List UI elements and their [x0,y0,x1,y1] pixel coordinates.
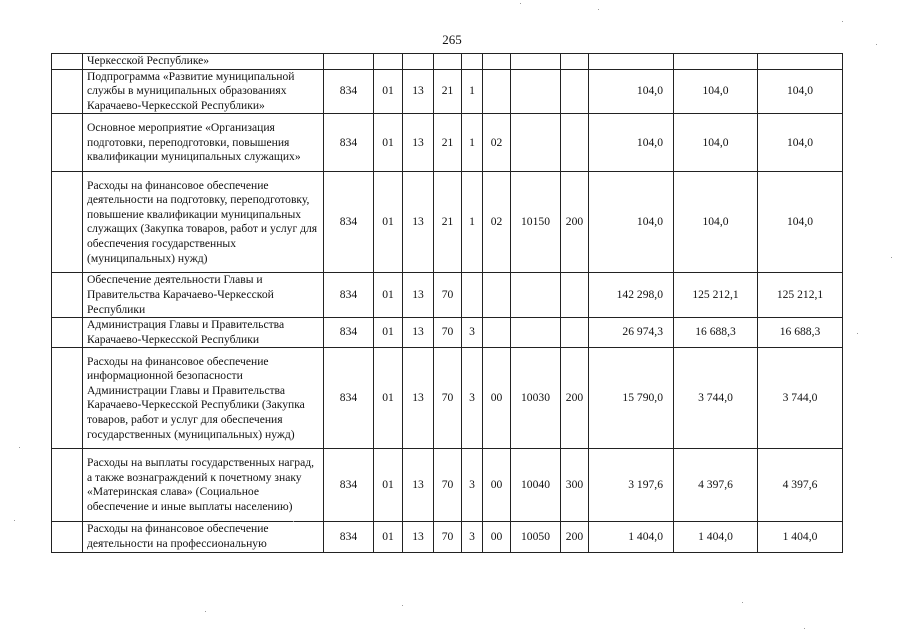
cell-section [374,54,403,70]
cell-amount-3: 104,0 [758,114,843,172]
cell-amount-2: 4 397,6 [674,449,758,522]
cell-subprogram: 3 [462,449,483,522]
cell-amount-3: 104,0 [758,172,843,273]
cell-amount-1: 15 790,0 [589,348,674,449]
table-body [52,54,843,553]
table-row [52,348,843,449]
cell-subsection: 13 [403,114,434,172]
cell-ministry: 834 [324,449,374,522]
cell-expense-type [561,114,589,172]
cell-number [52,69,83,114]
cell-subprogram: 3 [462,318,483,348]
cell-number [52,273,83,318]
cell-subprogram: 1 [462,69,483,114]
cell-direction: 10150 [511,172,561,273]
cell-ministry: 834 [324,69,374,114]
cell-direction [511,318,561,348]
cell-expense-type [561,69,589,114]
cell-amount-3: 3 744,0 [758,348,843,449]
cell-amount-3: 104,0 [758,69,843,114]
cell-event [483,69,511,114]
cell-subprogram: 3 [462,348,483,449]
cell-description: Расходы на финансовое обеспечение деятельности на подготовку, переподготовку, повышение квалификации муниципальных служащих (Закупка товаров, работ и услуг для обеспечения государственных (муниципальных) нужд) [83,172,324,273]
cell-subsection: 13 [403,348,434,449]
cell-event: 02 [483,114,511,172]
table-row [52,172,843,273]
cell-number [52,449,83,522]
cell-event: 00 [483,348,511,449]
cell-subprogram: 3 [462,522,483,552]
cell-expense-type: 200 [561,172,589,273]
cell-direction [511,54,561,70]
cell-program: 21 [434,69,462,114]
cell-ministry: 834 [324,348,374,449]
cell-number [52,348,83,449]
table-row [52,318,843,348]
cell-direction [511,114,561,172]
cell-ministry: 834 [324,522,374,552]
cell-number [52,54,83,70]
cell-subsection: 13 [403,522,434,552]
cell-amount-3: 125 212,1 [758,273,843,318]
cell-direction [511,273,561,318]
cell-amount-2: 104,0 [674,114,758,172]
cell-amount-2: 16 688,3 [674,318,758,348]
table-row [52,522,843,552]
cell-event [483,54,511,70]
cell-amount-2 [674,54,758,70]
cell-description: Расходы на выплаты государственных наград, а также вознаграждений к почетному знаку «Материнская слава» (Социальное обеспечение и иные выплаты населению) [83,449,324,522]
table-row [52,54,843,70]
table-row [52,114,843,172]
cell-subsection: 13 [403,172,434,273]
cell-description: Черкесской Республике» [83,54,324,70]
cell-event [483,273,511,318]
budget-table [51,53,843,553]
cell-section: 01 [374,318,403,348]
cell-subsection [403,54,434,70]
cell-ministry: 834 [324,172,374,273]
cell-number [52,114,83,172]
cell-section: 01 [374,348,403,449]
cell-amount-1: 104,0 [589,114,674,172]
cell-amount-1: 1 404,0 [589,522,674,552]
cell-number [52,172,83,273]
cell-expense-type: 300 [561,449,589,522]
cell-amount-2: 104,0 [674,172,758,273]
cell-amount-2: 1 404,0 [674,522,758,552]
cell-expense-type [561,318,589,348]
cell-event: 02 [483,172,511,273]
cell-event: 00 [483,522,511,552]
cell-event [483,318,511,348]
cell-program: 70 [434,273,462,318]
cell-amount-2: 125 212,1 [674,273,758,318]
cell-number [52,318,83,348]
cell-amount-3: 16 688,3 [758,318,843,348]
cell-expense-type: 200 [561,348,589,449]
cell-ministry [324,54,374,70]
cell-expense-type [561,54,589,70]
cell-event: 00 [483,449,511,522]
cell-ministry: 834 [324,114,374,172]
cell-amount-1: 142 298,0 [589,273,674,318]
cell-subsection: 13 [403,449,434,522]
cell-amount-1: 26 974,3 [589,318,674,348]
table-row [52,449,843,522]
cell-section: 01 [374,172,403,273]
cell-description: Подпрограмма «Развитие муниципальной службы в муниципальных образованиях Карачаево-Черкесской Республики» [83,69,324,114]
cell-subsection: 13 [403,273,434,318]
cell-program: 70 [434,522,462,552]
cell-section: 01 [374,522,403,552]
cell-subprogram [462,54,483,70]
cell-number [52,522,83,552]
cell-expense-type [561,273,589,318]
cell-program: 70 [434,348,462,449]
cell-description: Администрация Главы и Правительства Карачаево-Черкесской Республики [83,318,324,348]
cell-amount-1 [589,54,674,70]
cell-ministry: 834 [324,273,374,318]
cell-direction [511,69,561,114]
cell-program [434,54,462,70]
cell-amount-2: 104,0 [674,69,758,114]
cell-amount-3: 1 404,0 [758,522,843,552]
cell-amount-1: 3 197,6 [589,449,674,522]
cell-program: 70 [434,449,462,522]
cell-amount-1: 104,0 [589,172,674,273]
cell-amount-1: 104,0 [589,69,674,114]
cell-ministry: 834 [324,318,374,348]
table-row [52,69,843,114]
cell-section: 01 [374,114,403,172]
table-row [52,273,843,318]
cell-section: 01 [374,69,403,114]
cell-amount-2: 3 744,0 [674,348,758,449]
cell-program: 21 [434,172,462,273]
cell-direction: 10030 [511,348,561,449]
cell-section: 01 [374,273,403,318]
cell-expense-type: 200 [561,522,589,552]
cell-subsection: 13 [403,69,434,114]
cell-description: Основное мероприятие «Организация подготовки, переподготовки, повышения квалификации муниципальных служащих» [83,114,324,172]
cell-subprogram [462,273,483,318]
cell-direction: 10040 [511,449,561,522]
budget-table-frame [51,53,843,553]
cell-program: 70 [434,318,462,348]
cell-subprogram: 1 [462,114,483,172]
cell-description: Обеспечение деятельности Главы и Правительства Карачаево-Черкесской Республики [83,273,324,318]
cell-amount-3: 4 397,6 [758,449,843,522]
cell-section: 01 [374,449,403,522]
cell-subsection: 13 [403,318,434,348]
cell-direction: 10050 [511,522,561,552]
cell-program: 21 [434,114,462,172]
cell-description: Расходы на финансовое обеспечение информационной безопасности Администрации Главы и Правительства Карачаево-Черкесской Республики (Закупка товаров, работ и услуг для обеспечения государственных (муниципальных) нужд) [83,348,324,449]
cell-subprogram: 1 [462,172,483,273]
cell-amount-3 [758,54,843,70]
page-number: 265 [442,32,462,47]
cell-description: Расходы на финансовое обеспечение деятельности на профессиональную [83,522,324,552]
